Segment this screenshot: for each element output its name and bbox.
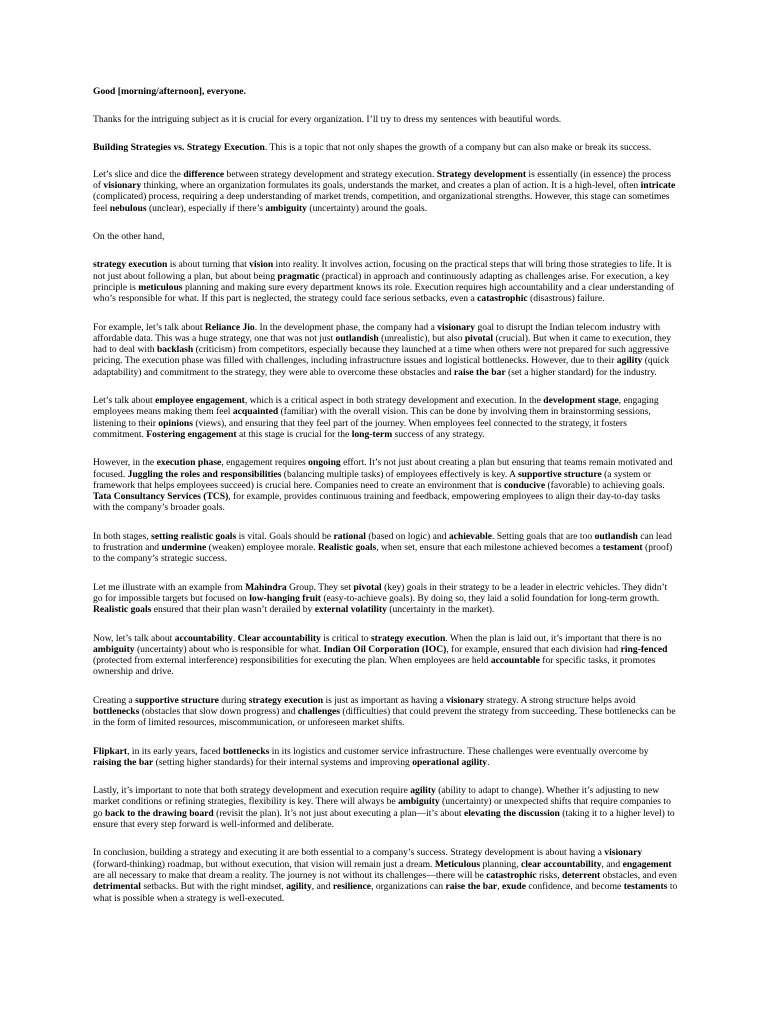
- text-run: Thanks for the intriguing subject as it is crucial for every organization. I’ll try to dress my sentences with beautiful words.: [93, 114, 562, 126]
- text-run: Now, let’s talk about: [93, 632, 175, 644]
- bold-term: achievable: [448, 530, 492, 542]
- execution-phase-paragraph: [93, 457, 678, 513]
- text-run: can lead to frustration and: [93, 530, 672, 554]
- text-run: Lastly, it’s important to note that both strategy development and execution require: [93, 785, 411, 797]
- text-run: ,: [497, 881, 502, 893]
- text-run: (based on logic) and: [365, 530, 449, 542]
- bold-term: Reliance Jio: [204, 321, 255, 333]
- text-run: (difficulties) that could prevent the strategy from succeeding. These bottlenecks can be in the form of limited resources, miscommunication, or unforeseen market shifts.: [93, 705, 676, 729]
- bold-term: raise the bar: [453, 366, 506, 378]
- text-run: , which is a critical aspect in both strategy development and execution. In the: [244, 395, 544, 407]
- text-run: (complicated) process, requiring a deep understanding of market trends, competition, and organizational strengths. However, this stage can sometimes feel: [93, 191, 670, 214]
- text-run: In conclusion, building a strategy and executing it are both essential to a company’s success. Strategy development is about having a: [93, 847, 605, 859]
- bold-term: deterrent: [562, 869, 601, 881]
- bold-term: raise the bar: [445, 881, 498, 893]
- text-run: Let’s slice and dice the: [93, 168, 184, 180]
- text-run: . This is a topic that not only shapes the growth of a company but can also make or break its success.: [264, 141, 652, 153]
- bold-term: intricate: [640, 180, 676, 192]
- text-run: , when set, ensure that each milestone achieved becomes a: [376, 542, 603, 554]
- bold-term: acquainted: [232, 406, 279, 418]
- text-run: (criticism) from competitors, especially because they launched at a time when others were not prepared for such aggressive pricing. The execution phase was filled with challenges, including infrastructure issues and logistical bottlenecks. However, due to their: [93, 344, 669, 367]
- bold-term: testaments: [623, 881, 668, 893]
- bold-term: development stage: [543, 395, 619, 407]
- text-run: (obstacles that slow down progress) and: [139, 705, 298, 717]
- supportive-structure-paragraph: [93, 695, 678, 729]
- text-run: for specific tasks, it promotes ownership and drive.: [93, 655, 656, 678]
- bold-term: agility: [286, 881, 312, 893]
- bold-term: back to the drawing board: [105, 807, 214, 819]
- bold-term: engagement: [622, 858, 672, 870]
- bold-term: challenges: [297, 705, 341, 717]
- text-run: is essentially (in essence) the process of: [93, 168, 671, 192]
- bold-term: agility: [616, 355, 643, 367]
- text-run: (favorable) to achieving goals.: [545, 479, 665, 491]
- bold-term: Realistic goals: [317, 542, 377, 554]
- text-run: On the other hand,: [93, 231, 165, 243]
- bold-term: nebulous: [109, 202, 147, 214]
- bold-term: bottlenecks: [93, 705, 140, 717]
- text-run: (protected from external interference) responsibilities for executing the plan. When employees are held: [93, 655, 491, 667]
- bold-term: exude: [501, 881, 526, 893]
- bold-term: clear accountability: [520, 858, 602, 870]
- text-run: , engagement requires: [221, 457, 309, 469]
- text-run: , for example, provides continuous training and feedback, empowering employees to align their day-to-day tasks with the company’s broader goals.: [93, 491, 661, 514]
- text-run: (familiar) with the overall vision. This can be done by involving them in brainstorming sessions, listening to their: [93, 406, 651, 429]
- text-run: is vital. Goals should be: [236, 530, 334, 542]
- text-run: into reality. It involves action, focusing on the practical steps that will bring those strategies to life. It is not just about following a plan, but about being: [93, 259, 672, 282]
- bold-term: Mahindra: [245, 581, 287, 593]
- text-run: is about turning that: [167, 259, 250, 271]
- text-run: (quick adaptability) and commitment to the strategy, they were able to overcome these obstacles and: [93, 355, 670, 378]
- text-run: goal to disrupt the Indian telecom industry with affordable data. This was a huge strategy, one that was not just: [93, 321, 661, 344]
- bold-term: ongoing: [308, 457, 341, 469]
- transition-paragraph: [93, 231, 678, 242]
- bold-term: vision: [249, 259, 274, 271]
- bold-term: strategy execution: [93, 259, 168, 271]
- text-run: , in its early years, faced: [127, 745, 224, 757]
- bold-term: detrimental: [93, 881, 141, 893]
- text-run: risks,: [536, 869, 562, 881]
- bold-term: execution phase: [156, 457, 222, 469]
- bold-term: external volatility: [314, 604, 387, 616]
- bold-term: catastrophic: [477, 293, 528, 305]
- bold-term: visionary: [103, 180, 142, 192]
- bold-term: supportive structure: [135, 694, 219, 706]
- greeting-paragraph: [93, 86, 678, 97]
- text-run: .: [232, 632, 238, 644]
- bold-term: ambiguity: [265, 202, 307, 214]
- text-run: (key) goals in their strategy to be a leader in electric vehicles. They didn’t go for impossible targets but focused on: [93, 581, 668, 604]
- text-run: (a system or framework that helps employees succeed) is crucial here. Companies need to create an environment that is: [93, 468, 652, 491]
- text-run: (revisit the plan). It’s not just about executing a plan—it’s about: [213, 807, 464, 819]
- execution-paragraph: [93, 259, 678, 304]
- bold-term: employee engagement: [155, 395, 245, 407]
- document-page: [93, 86, 678, 904]
- flipkart-paragraph: [93, 746, 678, 769]
- text-run: (easy-to-achieve goals). By doing so, they laid a solid foundation for long-term growth.: [320, 592, 660, 604]
- text-run: thinking, where an organization formulates its goals, understands the market, and creates a plan of action. It is a high-level, often: [141, 180, 641, 192]
- text-run: . Setting goals that are too: [492, 530, 595, 542]
- text-run: (crucial). But when it came to execution, they had to deal with: [93, 332, 672, 356]
- conclusion-paragraph: [93, 847, 678, 903]
- bold-term: ring-fenced: [620, 643, 668, 655]
- bold-term: accountability: [174, 632, 233, 644]
- bold-term: opinions: [158, 417, 193, 429]
- bold-term: Juggling the roles and responsibilities: [127, 468, 282, 480]
- bold-term: bottlenecks: [223, 745, 270, 757]
- text-run: In both stages,: [93, 530, 152, 542]
- bold-term: raising the bar: [93, 756, 154, 768]
- text-run: Creating a: [93, 694, 136, 706]
- bold-term: elevating the discussion: [463, 807, 560, 819]
- text-run: (proof) to the company’s strategic success.: [93, 542, 673, 565]
- accountability-paragraph: [93, 633, 678, 678]
- development-paragraph: [93, 169, 678, 214]
- text-run: effort. It’s not just about creating a plan but ensuring that teams remain motivated and focused.: [93, 457, 673, 480]
- text-run: (unrealistic), but also: [378, 332, 465, 344]
- text-run: obstacles, and even: [600, 869, 677, 881]
- text-run: , organizations can: [371, 881, 446, 893]
- bold-term: catastrophic: [486, 869, 537, 881]
- text-run: (practical) in approach and continuously adapting as challenges arise. For execution, a key principle is: [93, 270, 670, 293]
- text-run: Let’s talk about: [93, 395, 156, 407]
- text-run: (uncertainty) or unexpected shifts that require companies to go: [93, 796, 671, 819]
- text-run: setbacks. But with the right mindset,: [140, 881, 287, 893]
- bold-term: visionary: [604, 847, 643, 859]
- text-run: in its logistics and customer service infrastructure. These challenges were eventually overcome by: [269, 745, 649, 757]
- text-run: confidence, and become: [525, 881, 624, 893]
- text-run: to what is possible when a strategy is well-executed.: [93, 881, 678, 904]
- text-run: ensured that their plan wasn’t derailed by: [151, 604, 315, 616]
- text-run: (setting higher standards) for their internal systems and improving: [153, 756, 413, 768]
- bold-term: pivotal: [464, 332, 494, 344]
- topic-paragraph: [93, 142, 678, 153]
- bold-term: Tata Consultancy Services (TCS): [93, 491, 229, 503]
- bold-term: conducive: [504, 479, 546, 491]
- bold-term: operational agility: [412, 756, 488, 768]
- text-run: (disastrous) failure.: [527, 293, 605, 305]
- text-run: planning,: [480, 858, 521, 870]
- text-run: (taking it to a higher level) to ensure that every step forward is well-informed and deliberate.: [93, 807, 675, 831]
- text-run: (uncertainty in the market).: [386, 604, 495, 616]
- text-run: Group. They set: [286, 581, 354, 593]
- text-run: (uncertainty) around the goals.: [306, 202, 428, 214]
- intro-paragraph: [93, 114, 678, 125]
- text-run: during: [218, 694, 249, 706]
- text-run: (unclear), especially if there’s: [146, 202, 266, 214]
- bold-term: strategy execution: [370, 632, 446, 644]
- bold-term: difference: [183, 168, 225, 180]
- text-run: (views), and ensuring that they feel part of the journey. When employees feel connected to the strategy, it fosters commitment.: [93, 417, 627, 440]
- text-run: (weaken) employee morale.: [206, 542, 318, 554]
- text-run: (ability to adapt to change). Whether it’s adjusting to new market conditions or refining strategies, flexibility is key. There will always be: [93, 785, 660, 808]
- bold-term: testament: [602, 542, 643, 554]
- text-run: is just as important as having a: [323, 694, 447, 706]
- text-run: success of any strategy.: [392, 428, 485, 440]
- reliance-jio-paragraph: [93, 322, 678, 378]
- bold-term: visionary: [437, 321, 476, 333]
- bold-term: Clear accountability: [237, 632, 321, 644]
- text-run: For example, let’s talk about: [93, 321, 205, 333]
- bold-term: agility: [410, 785, 436, 797]
- bold-term: low-hanging fruit: [249, 592, 321, 604]
- bold-term: outlandish: [335, 332, 379, 344]
- text-run: planning and making sure every department knows its role. Execution requires high accountability and a clear understanding of who’s responsible for what. If this part is neglected, the strategy could face serious setbacks, even a: [93, 281, 675, 305]
- text-run: (forward-thinking) roadmap, but without execution, that vision will remain just a dream.: [93, 858, 435, 870]
- text-run: strategy. A strong structure helps avoid: [484, 694, 636, 706]
- bold-term: meticulous: [138, 281, 183, 293]
- bold-term: Building Strategies vs. Strategy Execution: [93, 141, 265, 153]
- bold-term: Fostering engagement: [146, 428, 237, 440]
- bold-term: undermine: [161, 542, 207, 554]
- bold-term: rational: [333, 530, 366, 542]
- text-run: is critical to: [320, 632, 371, 644]
- bold-term: pivotal: [353, 581, 382, 593]
- bold-term: long-term: [351, 428, 393, 440]
- text-run: , engaging employees means making them feel: [93, 395, 659, 418]
- text-run: . In the development phase, the company had a: [254, 321, 438, 333]
- bold-term: Good [morning/afternoon], everyone.: [93, 86, 246, 97]
- bold-term: outlandish: [594, 530, 638, 542]
- text-run: . When the plan is laid out, it’s important that there is no: [445, 632, 662, 644]
- bold-term: ambiguity: [93, 643, 135, 655]
- bold-term: pragmatic: [277, 270, 320, 282]
- agility-paragraph: [93, 785, 678, 830]
- bold-term: Indian Oil Corporation (IOC): [323, 643, 447, 655]
- text-run: Let me illustrate with an example from: [93, 581, 246, 593]
- text-run: , and: [311, 881, 333, 893]
- text-run: (balancing multiple tasks) of employees effectively is key. A: [281, 468, 518, 480]
- bold-term: Strategy development: [436, 168, 527, 180]
- bold-term: accountable: [490, 655, 540, 667]
- text-run: , and: [601, 858, 623, 870]
- bold-term: strategy execution: [248, 694, 324, 706]
- bold-term: Flipkart: [93, 745, 128, 757]
- text-run: (set a higher standard) for the industry.: [505, 366, 657, 378]
- bold-term: Realistic goals: [93, 604, 152, 616]
- bold-term: visionary: [446, 694, 485, 706]
- text-run: are all necessary to make that dream a reality. The journey is not without its challenges—there will be: [93, 869, 487, 881]
- bold-term: supportive structure: [517, 468, 602, 480]
- text-run: (uncertainty) about who is responsible for what.: [134, 643, 324, 655]
- employee-engagement-paragraph: [93, 395, 678, 440]
- text-run: , for example, ensured that each division had: [446, 643, 621, 655]
- text-run: between strategy development and strategy execution.: [224, 168, 437, 180]
- text-run: .: [487, 756, 490, 768]
- text-run: at this stage is crucial for the: [236, 428, 352, 440]
- bold-term: setting realistic goals: [151, 530, 237, 542]
- bold-term: resilience: [332, 881, 372, 893]
- bold-term: Meticulous: [434, 858, 481, 870]
- bold-term: ambiguity: [398, 796, 440, 808]
- mahindra-paragraph: [93, 582, 678, 616]
- text-run: However, in the: [93, 457, 157, 469]
- bold-term: backlash: [156, 344, 194, 356]
- realistic-goals-paragraph: [93, 531, 678, 565]
